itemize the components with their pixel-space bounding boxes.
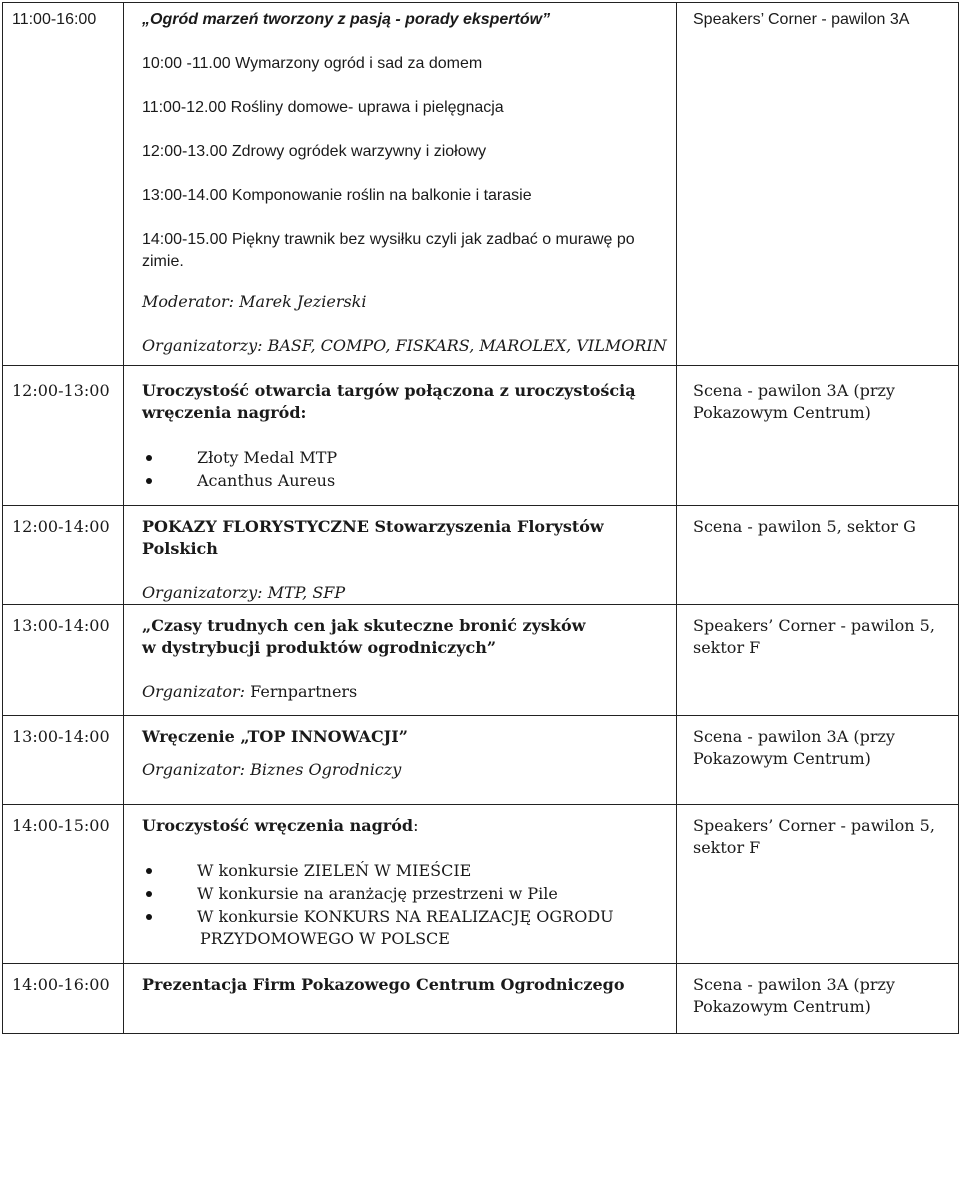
organizers: Organizatorzy: MTP, SFP <box>142 583 346 602</box>
event-title: POKAZY FLORYSTYCZNE Stowarzyszenia Florystów Polskich <box>142 517 604 558</box>
session-item: 10:00 -11.00 Wymarzony ogród i sad za domem <box>142 55 483 72</box>
event-title: Uroczystość wręczenia nagród: <box>142 816 419 835</box>
location-cell: Scena - pawilon 5, sektor G <box>693 517 916 536</box>
organizers: Organizatorzy: BASF, COMPO, FISKARS, MAROLEX, VILMORIN <box>142 336 667 355</box>
location-cell: Scena - pawilon 3A (przy Pokazowym Centrum) <box>693 975 895 1016</box>
table-row <box>3 805 959 964</box>
list-item: W konkursie KONKURS NA REALIZACJĘ OGRODU <box>142 905 668 928</box>
list-item-continuation: PRZYDOMOWEGO W POLSCE <box>200 929 450 948</box>
list-item: W konkursie ZIELEŃ W MIEŚCIE <box>142 859 668 882</box>
session-item: 14:00-15.00 Piękny trawnik bez wysiłku czyli jak zadbać o murawę po zimie. <box>142 231 635 270</box>
time-cell: 12:00-14:00 <box>12 517 110 536</box>
time-cell: 13:00-14:00 <box>12 616 110 635</box>
table-row <box>3 716 959 805</box>
time-cell: 14:00-15:00 <box>12 816 110 835</box>
list-item: W konkursie na aranżację przestrzeni w Pile <box>142 882 668 905</box>
list-item: Złoty Medal MTP <box>142 446 668 469</box>
session-item: 11:00-12.00 Rośliny domowe- uprawa i pielęgnacja <box>142 99 504 116</box>
location-cell: Speakers’ Corner - pawilon 5, sektor F <box>693 816 935 857</box>
moderator: Moderator: Marek Jezierski <box>142 292 367 311</box>
schedule-table <box>2 2 959 1034</box>
organizer: Organizator: Fernpartners <box>142 682 358 701</box>
location-cell: Speakers’ Corner - pawilon 3A <box>693 11 910 28</box>
bullet-icon <box>146 914 152 920</box>
table-row <box>3 506 959 605</box>
event-title: „Ogród marzeń tworzony z pasją - porady ekspertów” <box>142 11 551 28</box>
table-row <box>3 605 959 716</box>
table-row <box>3 3 959 366</box>
time-cell: 11:00-16:00 <box>12 11 97 28</box>
bullet-icon <box>146 455 152 461</box>
event-title: Prezentacja Firm Pokazowego Centrum Ogrodniczego <box>142 975 625 994</box>
time-cell: 13:00-14:00 <box>12 727 110 746</box>
organizer: Organizator: Biznes Ogrodniczy <box>142 760 402 779</box>
time-cell: 14:00-16:00 <box>12 975 110 994</box>
event-title: „Czasy trudnych cen jak skuteczne bronić zysków w dystrybucji produktów ogrodniczych” <box>142 616 586 657</box>
table-row <box>3 366 959 506</box>
event-title: Wręczenie „TOP INNOWACJI” <box>142 727 408 746</box>
bullet-icon <box>146 868 152 874</box>
list-item: Acanthus Aureus <box>142 469 668 492</box>
table-row <box>3 964 959 1034</box>
session-item: 13:00-14.00 Komponowanie roślin na balkonie i tarasie <box>142 187 532 204</box>
location-cell: Scena - pawilon 3A (przy Pokazowym Centrum) <box>693 381 895 422</box>
bullet-icon <box>146 478 152 484</box>
bullet-icon <box>146 891 152 897</box>
location-cell: Scena - pawilon 3A (przy Pokazowym Centrum) <box>693 727 895 768</box>
session-item: 12:00-13.00 Zdrowy ogródek warzywny i ziołowy <box>142 143 487 160</box>
event-title: Uroczystość otwarcia targów połączona z uroczystością wręczenia nagród: <box>142 381 636 422</box>
time-cell: 12:00-13:00 <box>12 381 110 400</box>
location-cell: Speakers’ Corner - pawilon 5, sektor F <box>693 616 935 657</box>
